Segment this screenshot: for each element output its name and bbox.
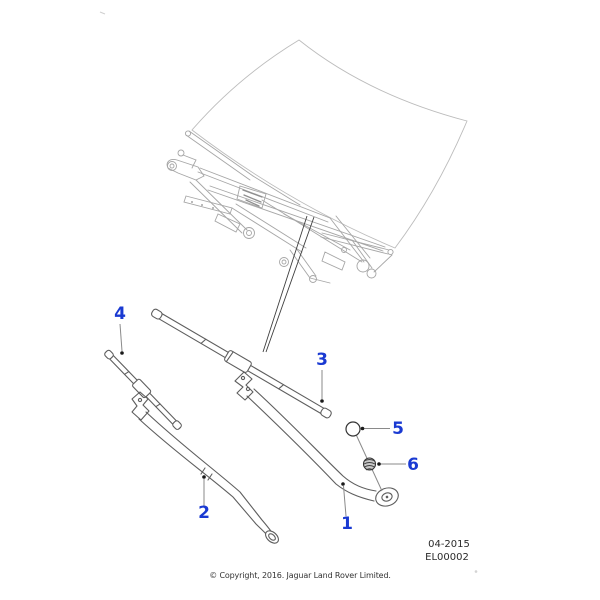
callout-6-label[interactable]: 6 bbox=[407, 455, 419, 475]
callout-4-leader bbox=[120, 324, 122, 351]
wiper-linkage-assembly bbox=[167, 150, 392, 283]
stray-mark bbox=[475, 571, 477, 573]
pivot-cap bbox=[346, 422, 360, 436]
callout-5-label[interactable]: 5 bbox=[392, 419, 404, 439]
callout-1-dot bbox=[341, 482, 345, 486]
callout-2-label[interactable]: 2 bbox=[198, 503, 210, 523]
callout-1[interactable] bbox=[341, 482, 353, 534]
copyright-notice: © Copyright, 2016. Jaguar Land Rover Limited. bbox=[209, 571, 391, 580]
callout-3-dot bbox=[320, 399, 324, 403]
wiper-blade-second bbox=[103, 348, 184, 431]
callout-3[interactable] bbox=[316, 350, 328, 403]
diagram-code: EL00002 bbox=[425, 552, 469, 563]
callout-4[interactable] bbox=[114, 304, 126, 355]
callout-2[interactable] bbox=[198, 475, 210, 523]
assembly-relation-lines bbox=[263, 216, 314, 352]
callout-5[interactable] bbox=[361, 419, 404, 439]
stray-mark bbox=[100, 12, 105, 14]
wiper-blade-front bbox=[149, 306, 333, 420]
callout-4-dot bbox=[120, 351, 124, 355]
callout-6[interactable] bbox=[377, 455, 419, 475]
callout-3-label[interactable]: 3 bbox=[316, 350, 328, 370]
wiper-arm-front bbox=[235, 372, 401, 509]
doc-date: 04-2015 bbox=[428, 539, 470, 550]
callout-1-label[interactable]: 1 bbox=[341, 514, 353, 534]
callout-5-dot bbox=[361, 427, 365, 431]
callout-4-label[interactable]: 4 bbox=[114, 304, 126, 324]
callout-6-dot bbox=[377, 462, 381, 466]
pivot-nut bbox=[364, 458, 376, 470]
callout-2-dot bbox=[202, 475, 206, 479]
